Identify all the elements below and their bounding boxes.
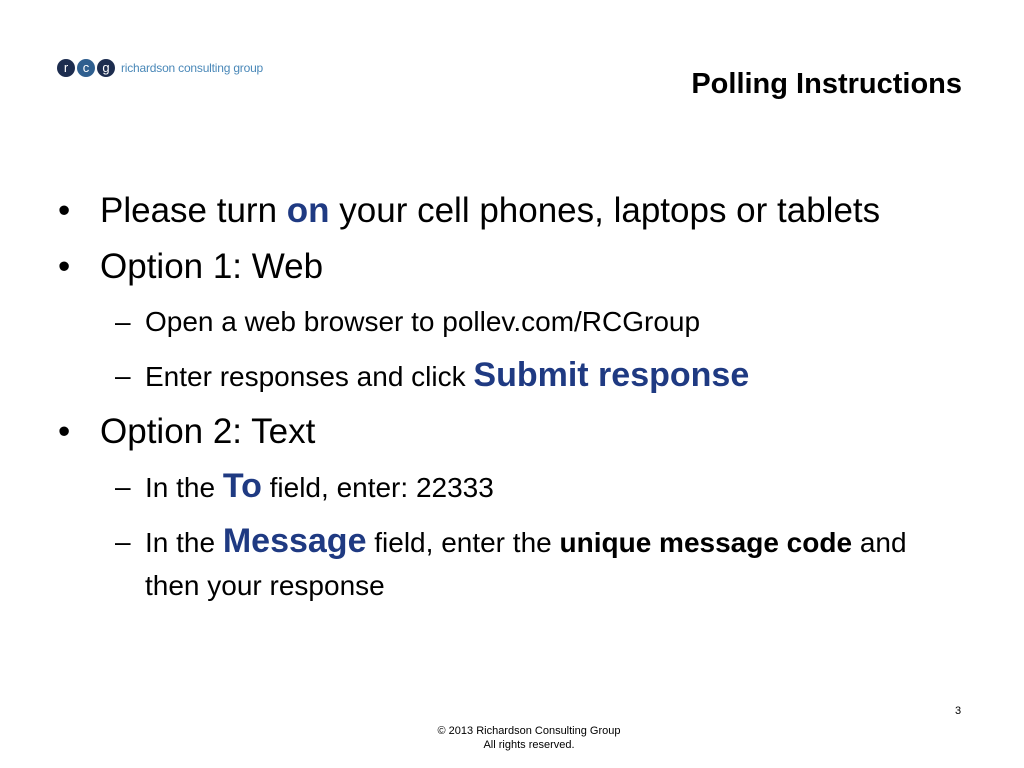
sub-bullet-text: Open a web browser to pollev.com/RCGroup	[145, 306, 701, 337]
company-logo	[57, 59, 263, 77]
sub-bullet-to-field	[58, 465, 958, 509]
sub-bullet-text: field, enter the	[366, 527, 560, 558]
dash-symbol: –	[115, 471, 131, 502]
sub-bullet-text: Enter responses and click	[145, 361, 474, 392]
sub-bullet-submit-response	[58, 354, 958, 398]
bullet-text: your cell phones, laptops or tablets	[329, 191, 881, 230]
rights-line: All rights reserved.	[483, 739, 575, 751]
copyright-line: © 2013 Richardson Consulting Group	[437, 725, 621, 737]
sub-bullet-text: In the	[145, 472, 223, 503]
logo-circle-g: g	[97, 59, 115, 77]
bullet-turn-on-devices	[58, 188, 958, 234]
emphasis-submit-response: Submit response	[473, 356, 750, 394]
bullet-text: Please turn	[100, 191, 287, 230]
bullet-symbol: •	[58, 191, 71, 230]
sub-bullet-text: field, enter: 22333	[261, 472, 494, 503]
bullet-list	[58, 188, 958, 618]
sub-bullet-message-field	[58, 520, 958, 607]
sub-bullet-text: In the	[145, 527, 223, 558]
page-number: 3	[955, 705, 962, 717]
dash-symbol: –	[115, 306, 131, 337]
emphasis-message: Message	[222, 522, 367, 560]
bullet-symbol: •	[58, 247, 71, 286]
sub-bullet-text: and then your response	[145, 527, 907, 601]
logo-circle-r: r	[57, 59, 75, 77]
bullet-text: Option 1: Web	[100, 247, 324, 286]
sub-bullet-open-browser	[58, 300, 958, 343]
dash-symbol: –	[115, 360, 131, 391]
copyright-footer	[0, 724, 1024, 752]
logo-circle-c: c	[77, 59, 95, 77]
bullet-option-web	[58, 244, 958, 290]
bullet-symbol: •	[58, 412, 71, 451]
dash-symbol: –	[115, 526, 131, 557]
logo-wordmark: richardson consulting group	[121, 61, 264, 75]
slide-title: Polling Instructions	[691, 68, 962, 100]
emphasis-unique-message-code: unique message code	[559, 527, 853, 558]
bullet-option-text	[58, 409, 958, 455]
emphasis-on: on	[286, 191, 330, 230]
emphasis-to: To	[222, 467, 262, 505]
bullet-text: Option 2: Text	[100, 412, 316, 451]
